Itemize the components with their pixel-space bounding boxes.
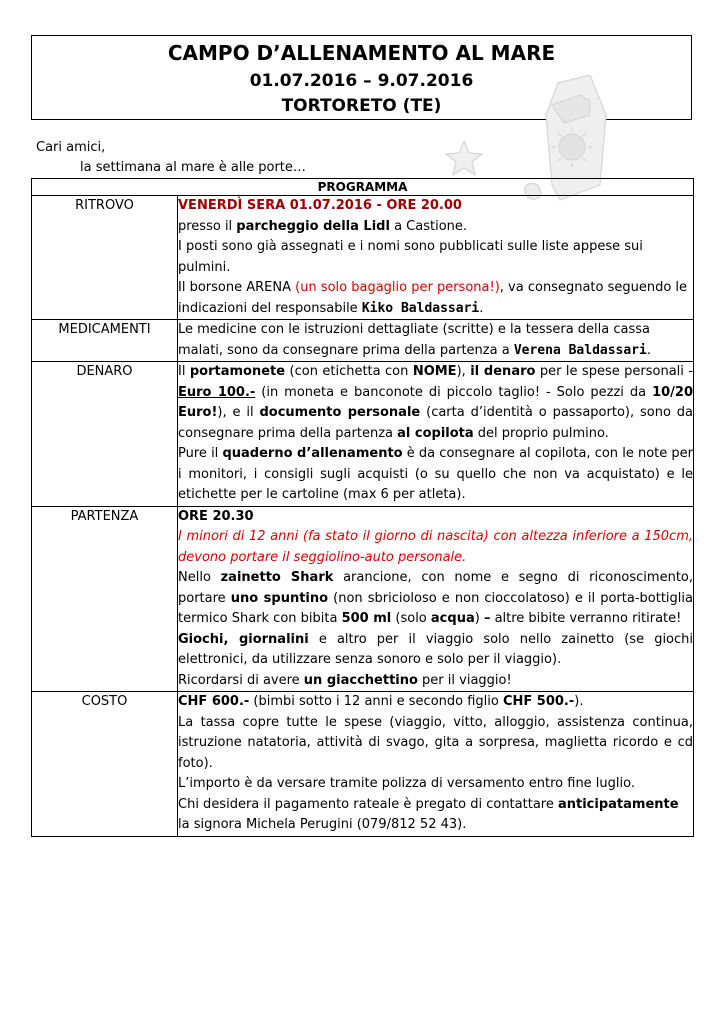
row-label-denaro: DENARO	[32, 362, 178, 507]
greeting-line-1: Cari amici,	[36, 140, 106, 155]
costo-payment: L’importo è da versare tramite polizza di versamento entro fine luglio.	[178, 776, 635, 791]
partenza-minori: I minori di 12 anni (fa stato il giorno di nascita) con altezza inferiore a 150cm, devono portare il seggiolino-auto personale.	[178, 529, 694, 565]
row-label-medicamenti: MEDICAMENTI	[32, 320, 178, 362]
row-content-partenza	[178, 506, 694, 692]
row-content-denaro	[178, 362, 694, 507]
denaro-paragraph-1: Il portamonete (con etichetta con NOME), il denaro per le spese personali - Euro 100.- (in moneta e banconote di piccolo taglio! - Solo pezzi da 10/20 Euro!), e il documento personale (carta d’identità o passaporto), sono da consegnare prima della partenza al copilota del proprio pulmino.	[178, 364, 694, 441]
row-content-medicamenti	[178, 320, 694, 362]
table-header: PROGRAMMA	[32, 179, 694, 196]
row-label-costo: COSTO	[32, 692, 178, 837]
row-content-ritrovo	[178, 196, 694, 320]
partenza-time: ORE 20.30	[178, 508, 254, 524]
ritrovo-seats: I posti sono già assegnati e i nomi sono pubblicati sulle liste appese sui pulmini.	[178, 239, 643, 275]
row-label-partenza: PARTENZA	[32, 506, 178, 692]
row-medicamenti	[32, 320, 694, 362]
costo-coverage: La tassa copre tutte le spese (viaggio, vitto, alloggio, assistenza continua, istruzione natatoria, attività di svago, gita a sorpresa, maglietta ricordo e cd foto).	[178, 714, 694, 771]
ritrovo-place: presso il parcheggio della Lidl a Castione.	[178, 218, 468, 234]
costo-installments: Chi desidera il pagamento rateale è pregato di contattare anticipatamente la signora Michela Perugini (079/812 52 43).	[178, 796, 679, 832]
row-partenza	[32, 506, 694, 692]
event-dates: 01.07.2016 – 9.07.2016	[249, 71, 474, 91]
row-ritrovo	[32, 196, 694, 320]
event-location: TORTORETO (TE)	[281, 96, 442, 116]
row-costo	[32, 692, 694, 837]
medicamenti-text: Le medicine con le istruzioni dettagliate (scritte) e la tessera della cassa malati, sono da consegnare prima della partenza a Verena Baldassari.	[178, 322, 652, 358]
row-label-ritrovo: RITROVO	[32, 196, 178, 320]
greeting-line-2: la settimana al mare è alle porte…	[80, 160, 306, 175]
partenza-zainetto: Nello zainetto Shark arancione, con nome e segno di riconoscimento, portare uno spuntino (non sbricioloso e non cioccolatoso) e il porta-bottiglia termico Shark con bibita 500 ml (solo acqua) – altre bibite verranno ritirate!	[178, 570, 694, 626]
page-title: CAMPO D’ALLENAMENTO AL MARE	[167, 41, 556, 65]
program-table	[31, 178, 694, 837]
table-header-row	[32, 179, 694, 196]
ritrovo-when: VENERDÌ SERA 01.07.2016 - ORE 20.00	[178, 198, 462, 213]
partenza-giacchettino: Ricordarsi di avere un giacchettino per il viaggio!	[178, 672, 512, 688]
costo-price: CHF 600.- (bimbi sotto i 12 anni e secondo figlio CHF 500.-).	[178, 694, 584, 709]
partenza-giochi: Giochi, giornalini e altro per il viaggio solo nello zainetto (se giochi elettronici, da utilizzare senza sonoro e solo per il viaggio).	[178, 631, 694, 667]
row-content-costo	[178, 692, 694, 837]
ritrovo-luggage: Il borsone ARENA (un solo bagaglio per persona!), va consegnato seguendo le indicazioni del responsabile Kiko Baldassari.	[178, 280, 688, 316]
denaro-paragraph-2: Pure il quaderno d’allenamento è da consegnare al copilota, con le note per i monitori, i consigli sugli acquisti (o su quello che non va acquistato) e le etichette per le cartoline (max 6 per atleta).	[178, 446, 694, 502]
row-denaro	[32, 362, 694, 507]
